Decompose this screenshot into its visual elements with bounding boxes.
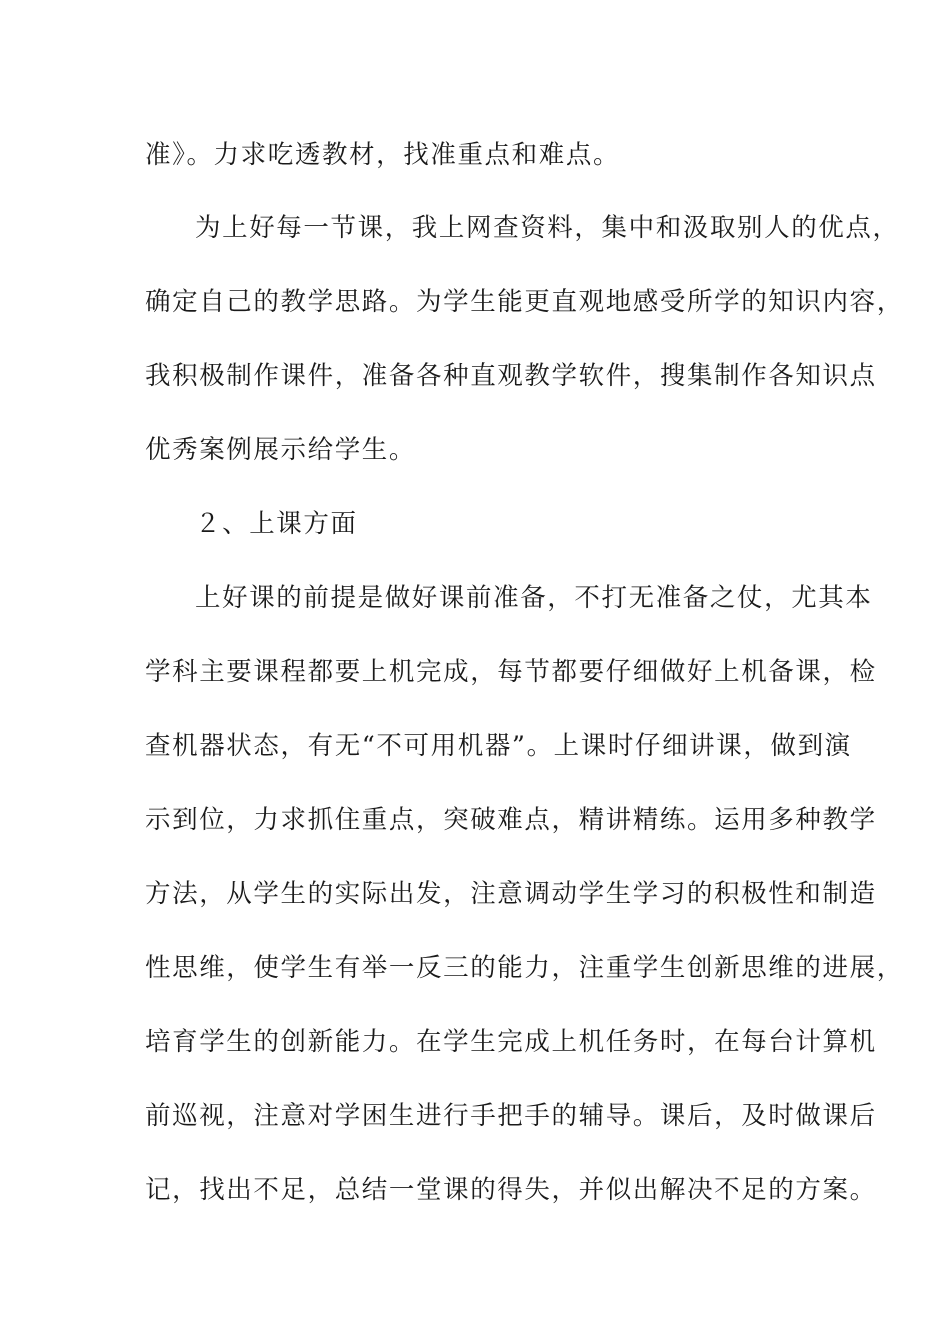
text-line-13: 培育学生的创新能力。在学生完成上机任务时，在每台计算机 <box>145 1027 877 1057</box>
text-line-3: 确定自己的教学思路。为学生能更直观地感受所学的知识内容， <box>145 287 904 317</box>
text-line-9: 查机器状态，有无“不可用机器”。上课时仔细讲课，做到演 <box>145 731 852 761</box>
text-line-15: 记，找出不足，总结一堂课的得失，并似出解决不足的方案。 <box>145 1175 877 1205</box>
text-line-8: 学科主要课程都要上机完成，每节都要仔细做好上机备课，检 <box>145 657 877 687</box>
text-line-11: 方法，从学生的实际出发，注意调动学生学习的积极性和制造 <box>145 879 877 909</box>
text-line-1: 准》。力求吃透教材，找准重点和难点。 <box>145 140 621 170</box>
text-line-10: 示到位，力求抓住重点，突破难点，精讲精练。运用多种教学 <box>145 805 877 835</box>
paragraph-start-line-7: 上好课的前提是做好课前准备，不打无准备之仗，尤其本 <box>195 583 873 613</box>
text-line-4: 我积极制作课件，准备各种直观教学软件，搜集制作各知识点 <box>145 361 877 391</box>
text-line-5: 优秀案例展示给学生。 <box>145 435 417 465</box>
paragraph-start-line-2: 为上好每一节课，我上网查资料，集中和汲取别人的优点， <box>195 213 900 243</box>
text-line-14: 前巡视，注意对学困生进行手把手的辅导。课后，及时做课后 <box>145 1101 877 1131</box>
section-heading: ２、上课方面 <box>195 509 358 539</box>
text-line-12: 性思维，使学生有举一反三的能力，注重学生创新思维的进展， <box>145 953 904 983</box>
